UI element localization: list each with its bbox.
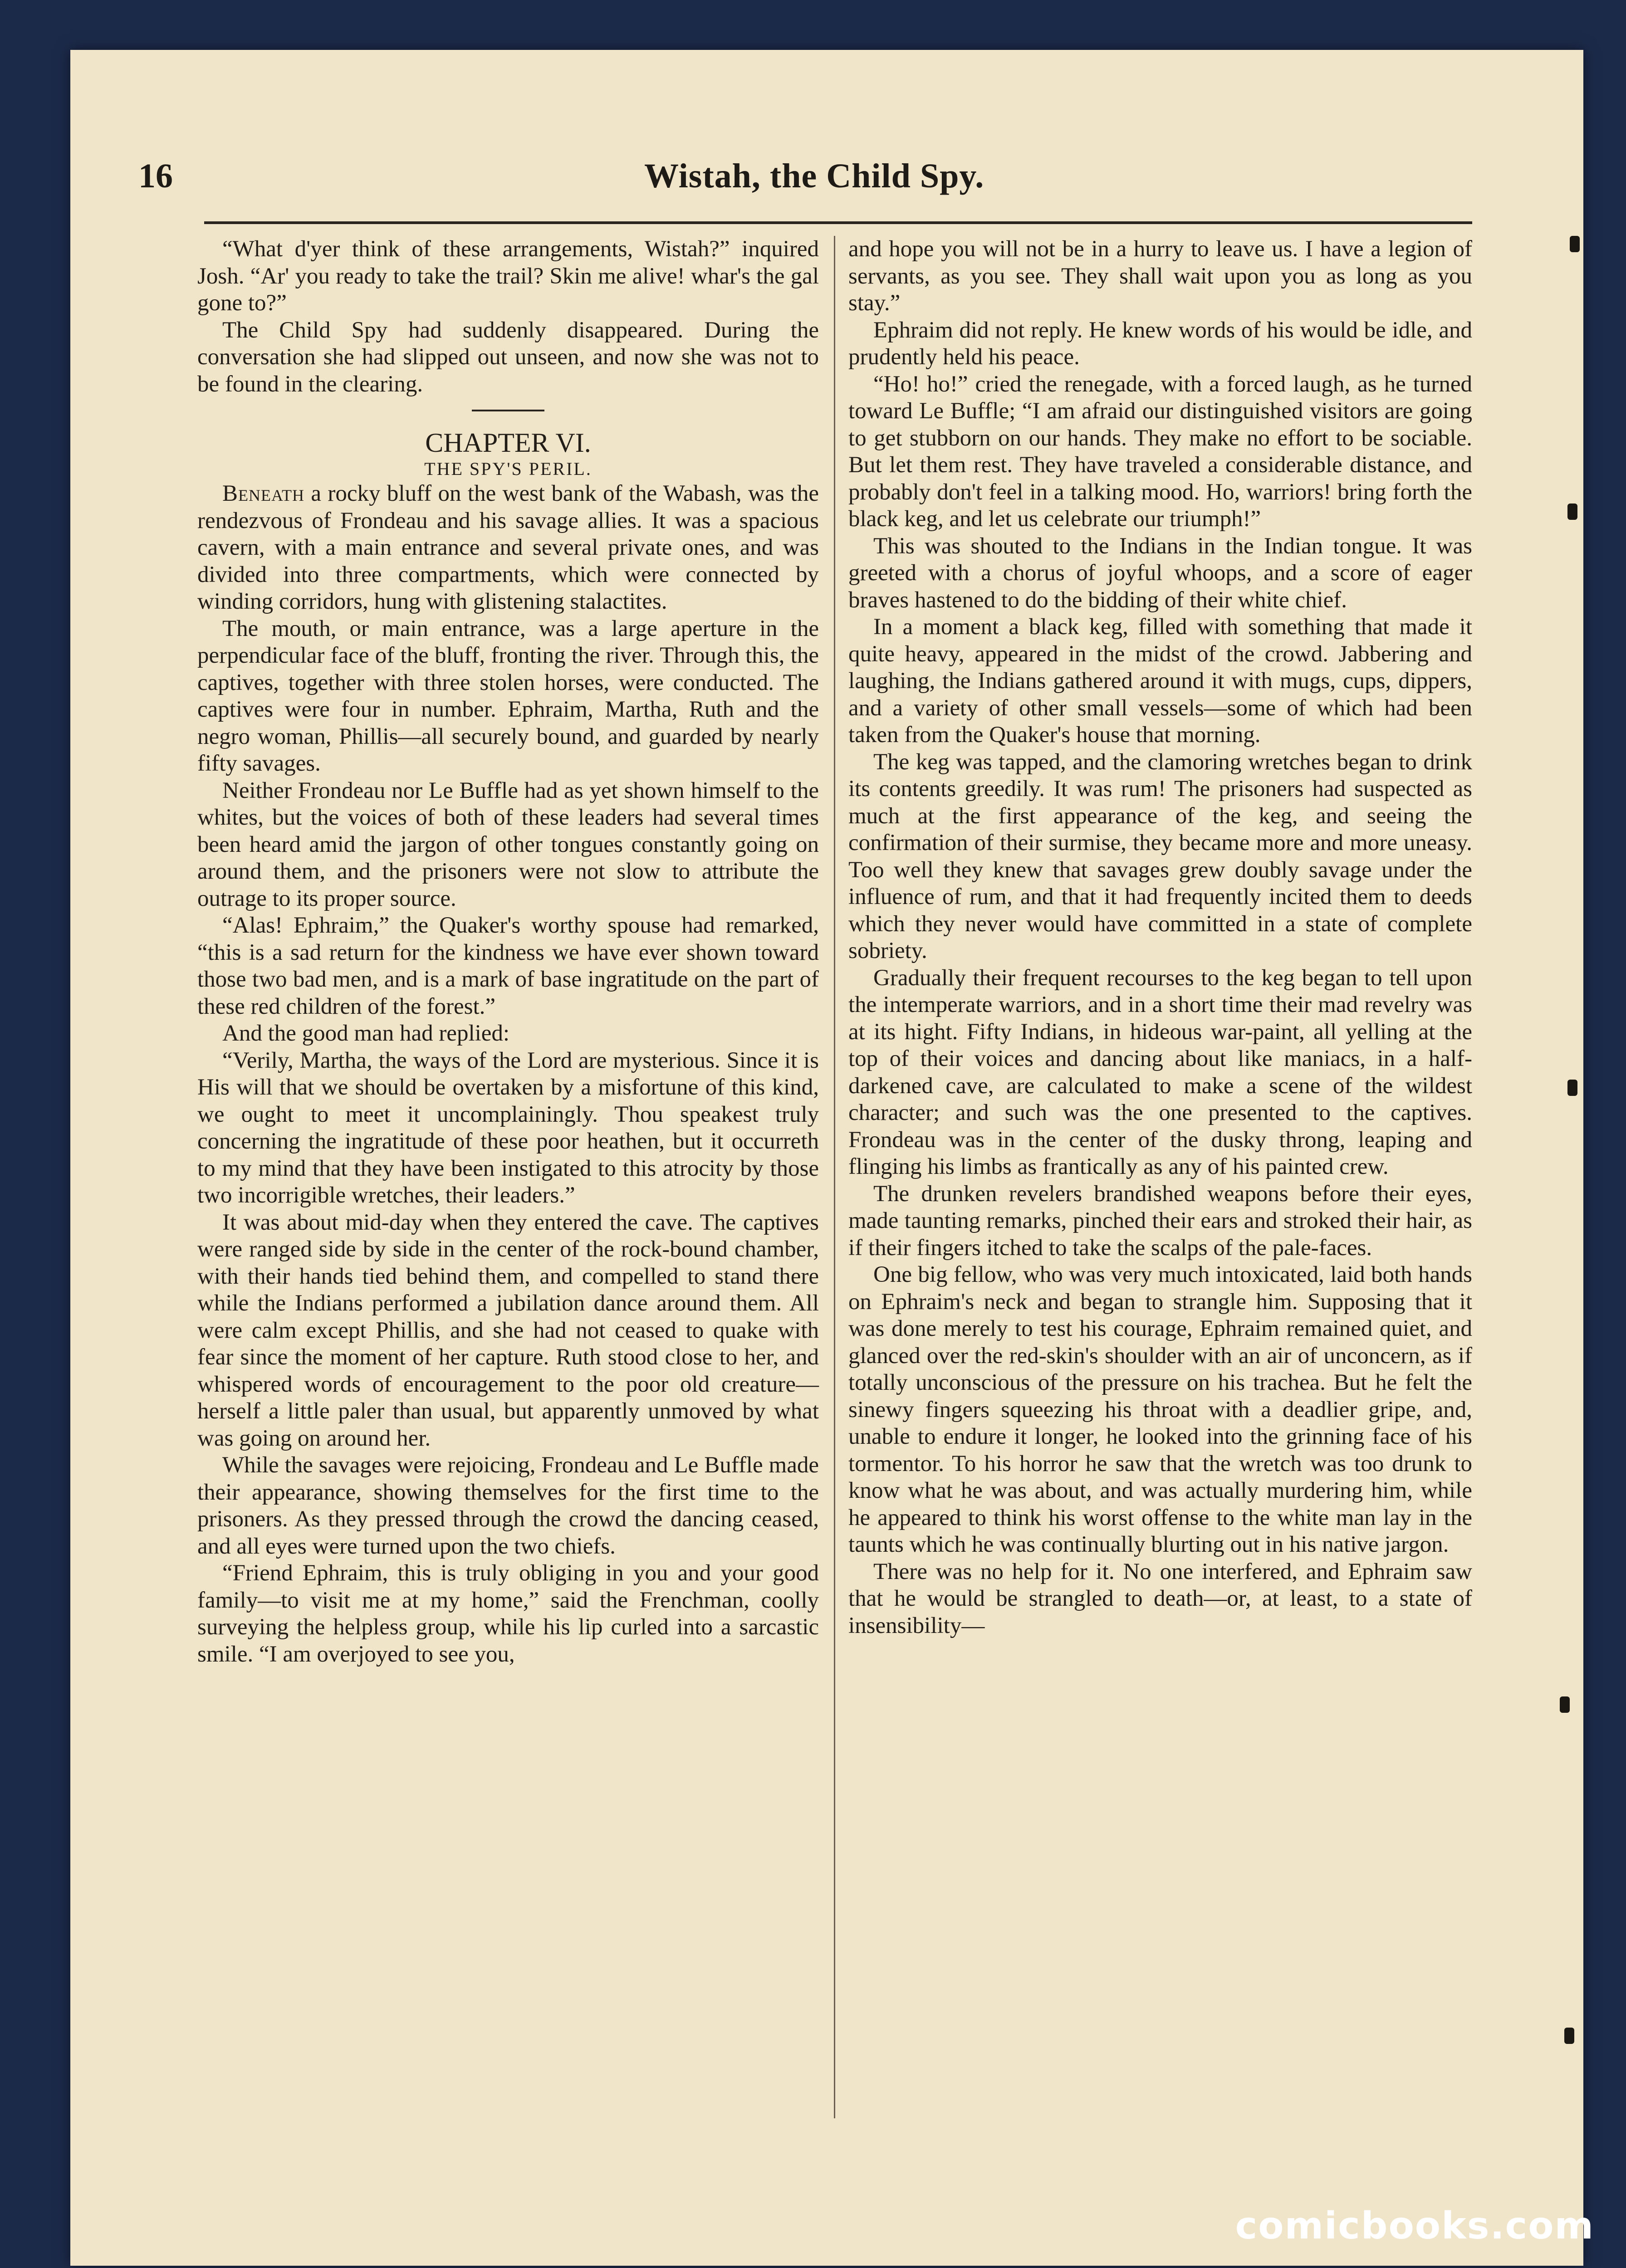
paragraph: Gradually their frequent recourses to the keg began to tell upon the intemperate warriors, and in a short time their mad revelry was at its hight. Fifty Indians, in hideous war-paint, all yelling at the top of their voices and dancing about like maniacs, in a half-darkened cave, are calculated to make a scene of the wildest character; and such was the one presented to the captives. Frondeau was in the center of the dusky throng, leaping and flinging his limbs as frantically as any of his painted crew. [848,965,1472,1179]
paragraph: The Child Spy had suddenly disappeared. During the conversation she had slipped out unseen, and now she was not to be found in the clearing. [197,317,819,397]
paragraph: “Ho! ho!” cried the renegade, with a forced laugh, as he turned toward Le Buffle; “I am afraid our distinguished visitors are going to get stubborn on our hands. They make no effort to be sociable. But let them rest. They have traveled a considerable distance, and probably don't feel in a talking mood. Ho, warriors! bring forth the black keg, and let us celebrate our triumph!” [848,371,1472,532]
running-title: Wistah, the Child Spy. [644,157,984,195]
page-number: 16 [138,157,173,195]
section-divider [472,410,544,411]
watermark: comicbooks.com [1235,2204,1594,2248]
left-column [197,236,819,1668]
paragraph: and hope you will not be in a hurry to leave us. I have a legion of servants, as you see. They shall wait upon you as long as you stay.” [848,236,1472,316]
paragraph: Ephraim did not reply. He knew words of his would be idle, and prudently held his peace. [848,317,1472,370]
paragraph: In a moment a black keg, filled with something that made it quite heavy, appeared in the midst of the crowd. Jabbering and laughing, the Indians gathered around it with mugs, cups, dippers, and a variety of other small vessels—some of which had been taken from the Quaker's house that morning. [848,614,1472,748]
paragraph: There was no help for it. No one interfered, and Ephraim saw that he would be strangled to death—or, at least, to a state of insensibility— [848,1559,1472,1638]
paragraph: It was about mid-day when they entered the cave. The captives were ranged side by side in the center of the rock-bound chamber, with their hands tied behind them, and compelled to stand there while the Indians performed a jubilation dance around them. All were calm except Phillis, and she had not ceased to quake with fear since the moment of her capture. Ruth stood close to her, and whispered words of encouragement to the poor old creature—herself a little paler than usual, but apparently unmoved by what was going on around her. [197,1209,819,1451]
paragraph: One big fellow, who was very much intoxicated, laid both hands on Ephraim's neck and began to strangle him. Supposing that it was done merely to test his courage, Ephraim remained quiet, and glanced over the red-skin's shoulder with an air of unconcern, as if totally unconscious of the pressure on his trachea. But he felt the sinewy fingers squeezing his throat with a deadlier gripe, and, unable to endure it longer, he looked into the grinning face of his tormentor. To his horror he saw that the wretch was too drunk to know what he was about, and was actually murdering him, while he appeared to think his worst offense to the white man lay in the taunts which he was continually blurting out in his native jargon. [848,1262,1472,1557]
chapter-subtitle: THE SPY'S PERIL. [424,459,592,479]
paragraph: “What d'yer think of these arrangements, Wistah?” inquired Josh. “Ar' you ready to take the trail? Skin me alive! whar's the gal gone to?” [197,236,819,316]
paragraph: The mouth, or main entrance, was a large aperture in the perpendicular face of the bluff, fronting the river. Through this, the captives, together with three stolen horses, were conducted. The captives were four in number. Ephraim, Martha, Ruth and the negro woman, Phillis—all securely bound, and guarded by nearly fifty savages. [197,616,819,776]
paragraph: And the good man had replied: [222,1021,510,1046]
page-header [138,156,1499,206]
header-rule [204,221,1472,224]
staple-hole [1567,503,1577,520]
staple-hole [1567,1080,1577,1096]
staple-hole [1560,1696,1570,1713]
staple-hole [1570,236,1580,252]
paragraph: This was shouted to the Indians in the Indian tongue. It was greeted with a chorus of joyful whoops, and a score of eager braves hastened to do the bidding of their white chief. [848,533,1472,613]
staple-hole [1564,2028,1574,2044]
drop-word: Beneath [222,481,304,506]
paragraph: The keg was tapped, and the clamoring wretches began to drink its contents greedily. It was rum! The prisoners had suspected as much at the first appearance of the keg, and seeing the confirmation of their surmise, they became more and more uneasy. Too well they knew that savages grew doubly savage under the influence of rum, and that it had frequently incited them to deeds which they never would have committed in a state of complete sobriety. [848,749,1472,963]
right-column [848,236,1472,1639]
column-divider [834,236,835,2118]
paragraph: “Verily, Martha, the ways of the Lord are mysterious. Since it is His will that we should be overtaken by a misfortune of this kind, we ought to meet it uncomplainingly. Thou speakest truly concerning the ingratitude of these poor heathen, but it occurreth to my mind that they have been instigated to this atrocity by those two incorrigible wretches, their leaders.” [197,1047,819,1208]
paragraph: While the savages were rejoicing, Frondeau and Le Buffle made their appearance, showing themselves for the first time to the prisoners. As they pressed through the crowd the dancing ceased, and all eyes were turned upon the two chiefs. [197,1452,819,1559]
paragraph: “Friend Ephraim, this is truly obliging in you and your good family—to visit me at my home,” said the Frenchman, coolly surveying the helpless group, while his lip curled into a sarcastic smile. “I am overjoyed to see you, [197,1560,819,1667]
paragraph: “Alas! Ephraim,” the Quaker's worthy spouse had remarked, “this is a sad return for the kindness we have ever shown toward those two bad men, and is a mark of base ingratitude on the part of these red children of the forest.” [197,913,819,1019]
paragraph-text: a rocky bluff on the west bank of the Wabash, was the rendezvous of Frondeau and his savage allies. It was a spacious cavern, with a main entrance and several private ones, and was divided into three compartments, which were connected by winding corridors, hung with glistening stalactites. [197,481,819,614]
paragraph: The drunken revelers brandished weapons before their eyes, made taunting remarks, pinched their ears and stroked their hair, as if their fingers itched to take the scalps of the pale-faces. [848,1181,1472,1261]
chapter-heading: CHAPTER VI. [425,428,591,458]
paragraph: Neither Frondeau nor Le Buffle had as yet shown himself to the whites, but the voices of both of these leaders had several times been heard amid the jargon of other tongues constantly going on around them, and the prisoners were not slow to attribute the outrage to its proper source. [197,777,819,911]
